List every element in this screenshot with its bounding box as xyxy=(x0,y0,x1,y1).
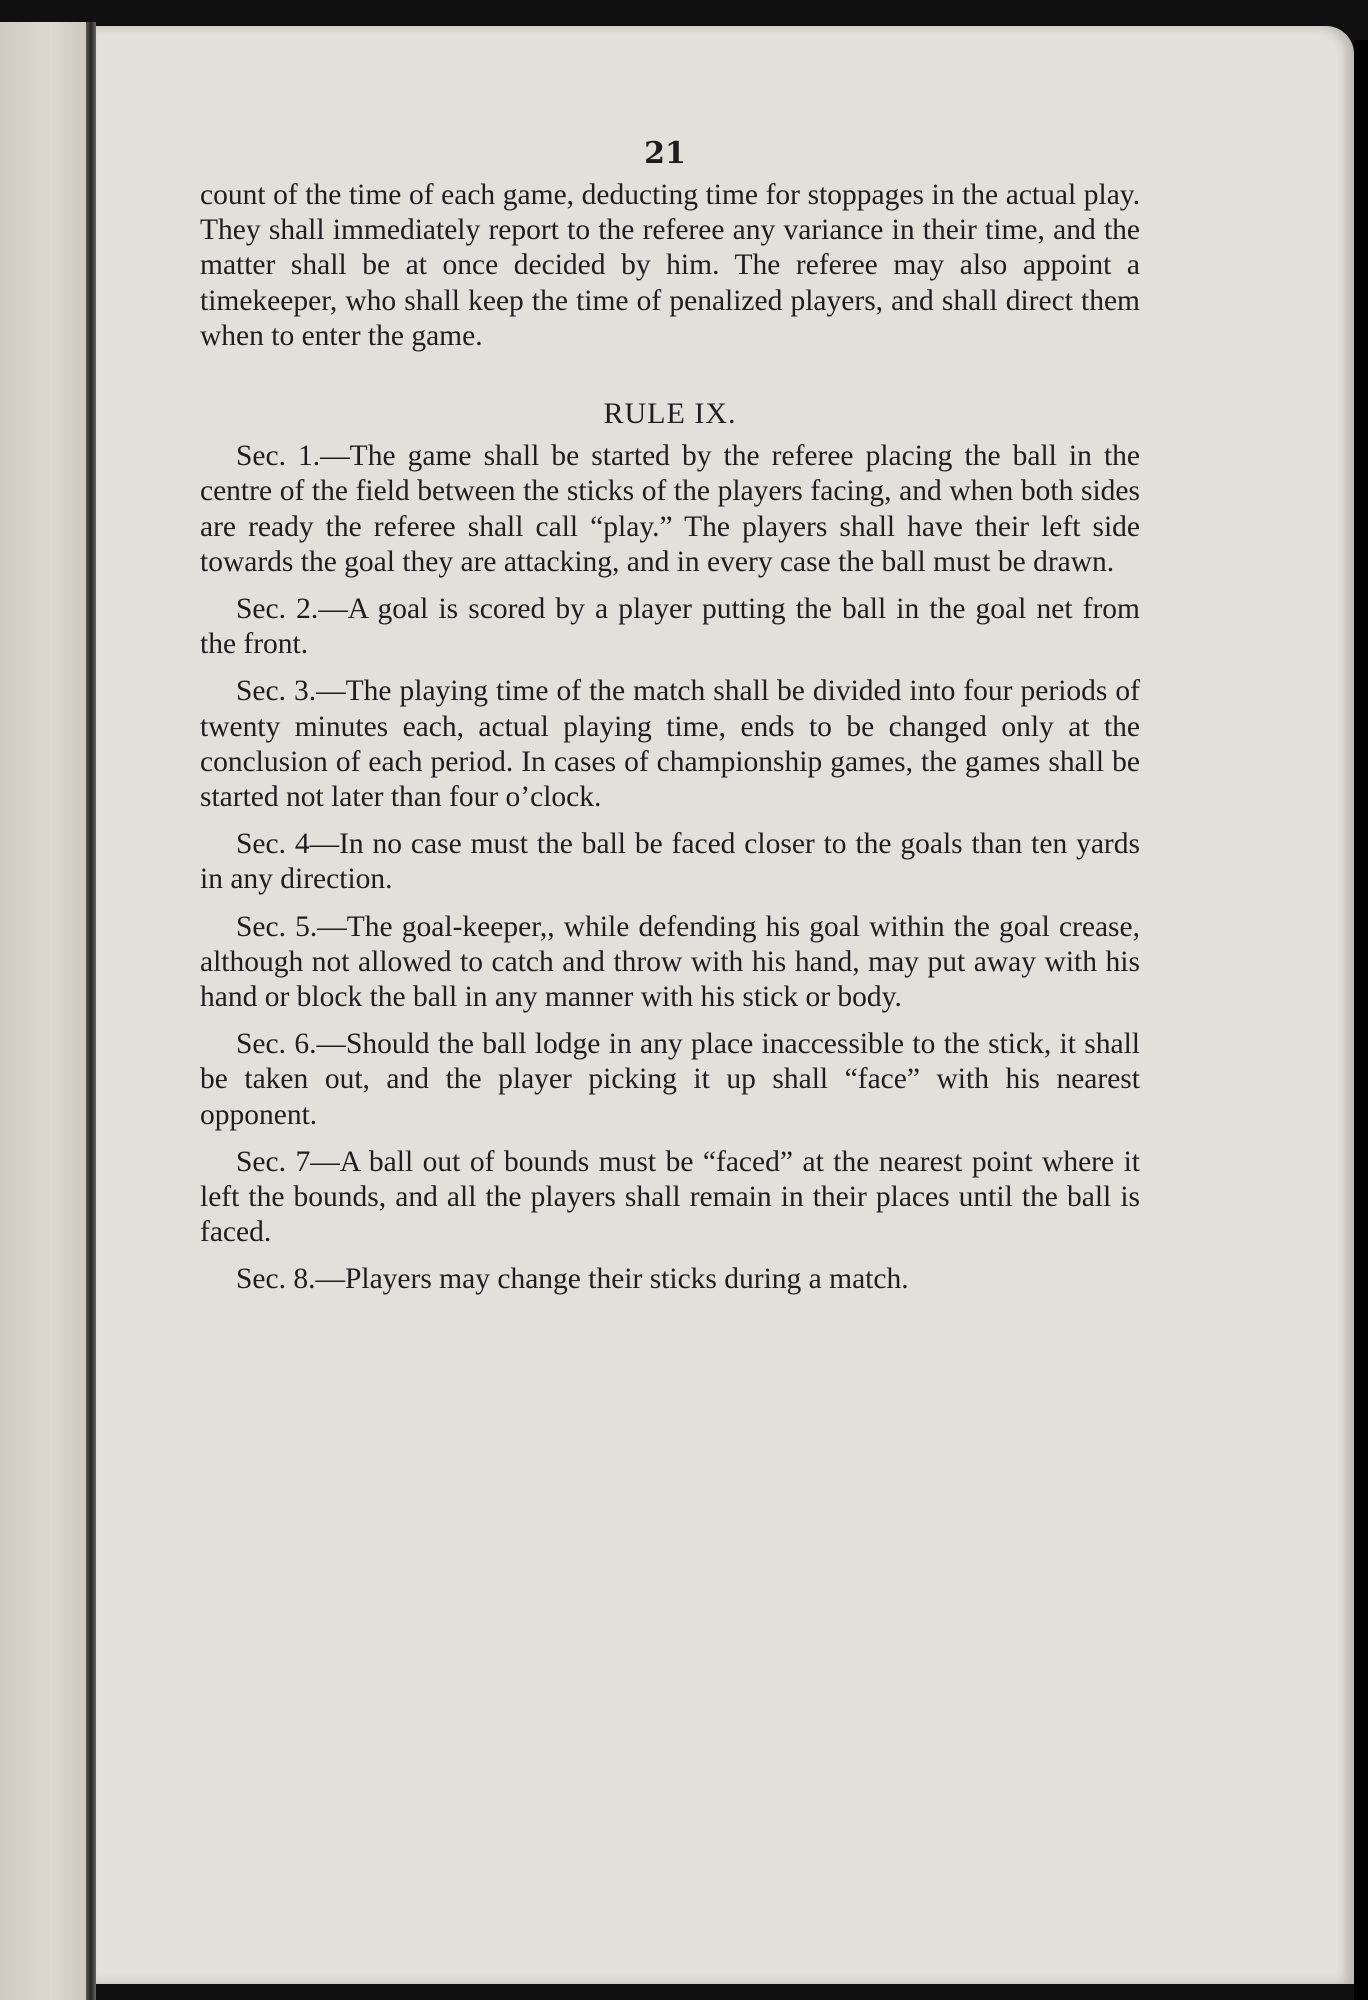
page-edge-shadow xyxy=(1354,40,1368,2000)
section-2: Sec. 2.—A goal is scored by a player putting the ball in the goal net from the front. xyxy=(200,593,1140,661)
continuation-paragraph: count of the time of each game, deducting time for stoppages in the actual play. They shall immediately report to the referee any variance in their time, and the matter shall be at once decided by him. The referee may also appoint a timekeeper, who shall keep the time of penalized players, and shall direct them when to enter the game. xyxy=(200,179,1140,352)
book-gutter xyxy=(86,22,96,2000)
section-1: Sec. 1.—The game shall be started by the referee placing the ball in the centre of the field between the sticks of the players facing, and when both sides are ready the referee shall call “play.” The players shall have their left side towards the goal they are attacking, and in every case the ball must be drawn. xyxy=(200,440,1140,578)
section-3: Sec. 3.—The playing time of the match shall be divided into four periods of twenty minutes each, actual playing time, ends to be changed only at the conclusion of each period. In cases of championship games, the games shall be started not later than four o’clock. xyxy=(200,675,1140,814)
section-4: Sec. 4—In no case must the ball be faced closer to the goals than ten yards in any direction. xyxy=(200,828,1140,896)
section-5: Sec. 5.—The goal-keeper,, while defending his goal within the goal crease, although not allowed to catch and throw with his hand, may put away with his hand or block the ball in any manner with his stick or body. xyxy=(200,910,1140,1014)
section-6: Sec. 6.—Should the ball lodge in any place inaccessible to the stick, it shall be taken out, and the player picking it up shall “face” with his nearest opponent. xyxy=(200,1028,1140,1131)
facing-page-edge xyxy=(0,22,92,2000)
section-7: Sec. 7—A ball out of bounds must be “faced” at the nearest point where it left the bounds, and all the players shall remain in their places until the ball is faced. xyxy=(200,1145,1140,1249)
rule-heading: RULE IX. xyxy=(603,397,737,431)
page-body xyxy=(200,178,1140,1298)
page-number: 21 xyxy=(644,136,686,171)
section-8: Sec. 8.—Players may change their sticks during a match. xyxy=(236,1263,909,1296)
